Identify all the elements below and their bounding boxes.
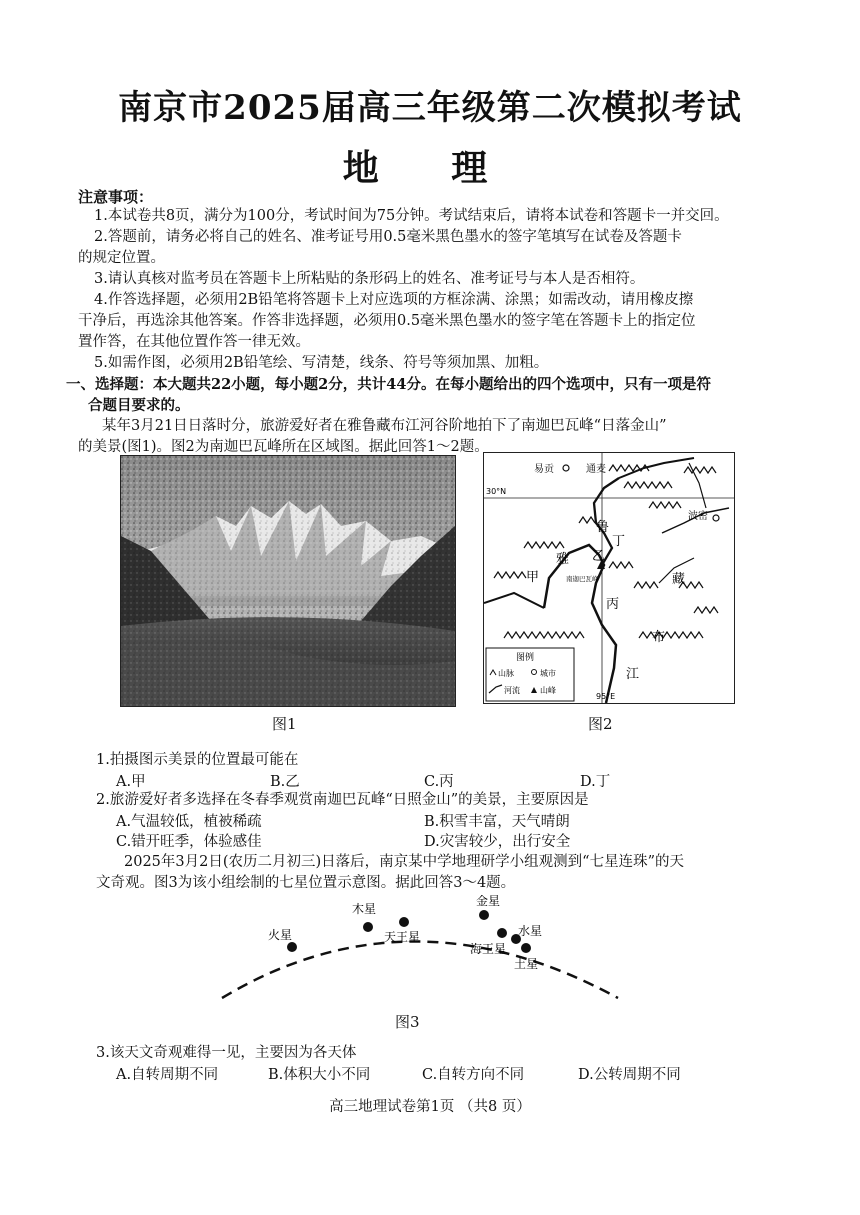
- ecliptic-arc: [222, 942, 618, 999]
- mountain-photo-image: [121, 456, 455, 706]
- question-3-option-a[interactable]: A.自转周期不同: [116, 1067, 219, 1083]
- label-bomi: 波密: [688, 511, 708, 522]
- question-3-stem: 3.该天文奇观难得一见，主要因为各天体: [96, 1045, 357, 1061]
- question-2-option-d[interactable]: D.灾害较少，出行安全: [424, 834, 571, 850]
- legend-river: 河流: [504, 686, 520, 695]
- figure-2-map: [483, 452, 735, 704]
- legend-peak: 山峰: [540, 686, 556, 695]
- label-tongmai: 通麦: [586, 464, 606, 475]
- planet-uranus-label: 天王星: [384, 930, 421, 944]
- notice-item-5: 5.如需作图，必须用2B铅笔绘、写清楚，线条、符号等须加黑、加粗。: [94, 355, 549, 371]
- label-jiang: 江: [626, 667, 640, 682]
- figure-2-caption: 图2: [588, 715, 613, 733]
- question-3-option-b[interactable]: B.体积大小不同: [268, 1067, 371, 1083]
- question-3-option-d[interactable]: D.公转周期不同: [578, 1067, 681, 1083]
- figure-3-caption: 图3: [395, 1013, 420, 1031]
- passage-1-line-1: 某年3月21日日落时分，旅游爱好者在雅鲁藏布江河谷阶地拍下了南迦巴瓦峰“日落金山”: [102, 418, 667, 434]
- planet-saturn-dot: [521, 943, 531, 953]
- passage-2-line-1: 2025年3月2日(农历二月初三)日落后，南京某中学地理研学小组观测到“七星连珠”的天: [124, 854, 684, 870]
- page-footer: 高三地理试卷第1页 （共8 页）: [329, 1099, 531, 1115]
- figure-1-caption: 图1: [272, 715, 297, 733]
- label-jia: 甲: [526, 570, 540, 585]
- planet-venus-dot: [479, 910, 489, 920]
- planet-uranus-dot: [399, 917, 409, 927]
- figure-3-planet-diagram: [200, 895, 630, 1005]
- legend-mountain: 山脉: [498, 669, 514, 678]
- label-latitude: 30°N: [486, 487, 507, 496]
- notice-item-4: 4.作答选择题，必须用2B铅笔将答题卡上对应选项的方框涂满、涂黑；如需改动，请用橡皮擦: [94, 292, 694, 308]
- label-longitude: 95°E: [596, 692, 616, 701]
- planet-neptune-label: 海王星: [470, 942, 507, 956]
- planet-neptune-dot: [497, 928, 507, 938]
- planet-mercury-label: 水星: [518, 924, 543, 938]
- question-1-stem: 1.拍摄图示美景的位置最可能在: [96, 752, 299, 768]
- label-bu: 布: [652, 630, 666, 645]
- region-map: [484, 453, 734, 703]
- section-heading: 一、选择题：本大题共22小题，每小题2分，共计44分。在每小题给出的四个选项中，只有一项是符: [66, 376, 711, 393]
- question-2-option-c[interactable]: C.错开旺季，体验感佳: [116, 834, 262, 850]
- section-heading-cont: 合题目要求的。: [88, 397, 190, 414]
- label-peak: 南迦巴瓦峰: [566, 575, 599, 583]
- question-1-option-c[interactable]: C.丙: [424, 774, 454, 790]
- passage-1-line-2: 的美景(图1)。图2为南迦巴瓦峰所在区域图。据此回答1～2题。: [78, 439, 489, 455]
- planet-jupiter-label: 木星: [352, 902, 377, 916]
- mountain-ranges: [494, 465, 718, 638]
- legend-city: 城市: [540, 669, 556, 678]
- river-west: [484, 593, 544, 608]
- notice-item-4-cont1: 干净后，再选涂其他答案。作答非选择题，必须用0.5毫米黑色墨水的签字笔在答题卡上的指定位: [78, 313, 696, 329]
- question-3-option-c[interactable]: C.自转方向不同: [422, 1067, 525, 1083]
- question-2-option-b[interactable]: B.积雪丰富，天气晴朗: [424, 814, 570, 830]
- notice-item-4-cont2: 置作答，在其他位置作答一律无效。: [78, 334, 310, 350]
- legend-title: 图例: [516, 653, 535, 663]
- question-2-stem: 2.旅游爱好者多选择在冬春季观赏南迦巴瓦峰“日照金山”的美景，主要原因是: [96, 792, 589, 808]
- passage-2-line-2: 文奇观。图3为该小组绘制的七星位置示意图。据此回答3～4题。: [96, 875, 516, 891]
- notice-item-2-cont: 的规定位置。: [78, 250, 165, 266]
- city-bomi: [713, 515, 719, 521]
- planet-mars-dot: [287, 942, 297, 952]
- planet-mars-label: 火星: [268, 928, 293, 942]
- city-yigong: [563, 465, 569, 471]
- question-1-option-a[interactable]: A.甲: [116, 774, 146, 790]
- planet-venus-label: 金星: [476, 895, 501, 908]
- planet-jupiter-dot: [363, 922, 373, 932]
- notice-item-2: 2.答题前，请务必将自己的姓名、准考证号用0.5毫米黑色墨水的签字笔填写在试卷及答题卡: [94, 229, 682, 245]
- notice-item-3: 3.请认真核对监考员在答题卡上所粘贴的条形码上的姓名、准考证号与本人是否相符。: [94, 271, 645, 287]
- notice-heading: 注意事项：: [78, 188, 154, 206]
- exam-title: 南京市2025届高三年级第二次模拟考试: [118, 88, 742, 128]
- subject-title: 地 理: [342, 147, 518, 189]
- label-yi: 乙: [592, 549, 606, 564]
- label-bing: 丙: [606, 597, 620, 612]
- figure-1-photo: [120, 455, 456, 707]
- question-2-option-a[interactable]: A.气温较低，植被稀疏: [116, 814, 262, 830]
- river-north: [619, 458, 694, 478]
- legend-city-icon: [532, 670, 537, 675]
- label-ya: 雅: [556, 552, 570, 567]
- question-1-option-d[interactable]: D.丁: [580, 774, 611, 790]
- question-1-option-b[interactable]: B.乙: [270, 774, 300, 790]
- label-yigong: 易贡: [534, 464, 554, 475]
- notice-item-1: 1.本试卷共8页，满分为100分，考试时间为75分钟。考试结束后，请将本试卷和答题卡一并交回。: [94, 208, 729, 224]
- label-zang: 藏: [672, 572, 686, 587]
- label-ding: 丁: [612, 534, 626, 549]
- label-lu: 鲁: [596, 520, 610, 535]
- planet-saturn-label: 土星: [514, 957, 539, 971]
